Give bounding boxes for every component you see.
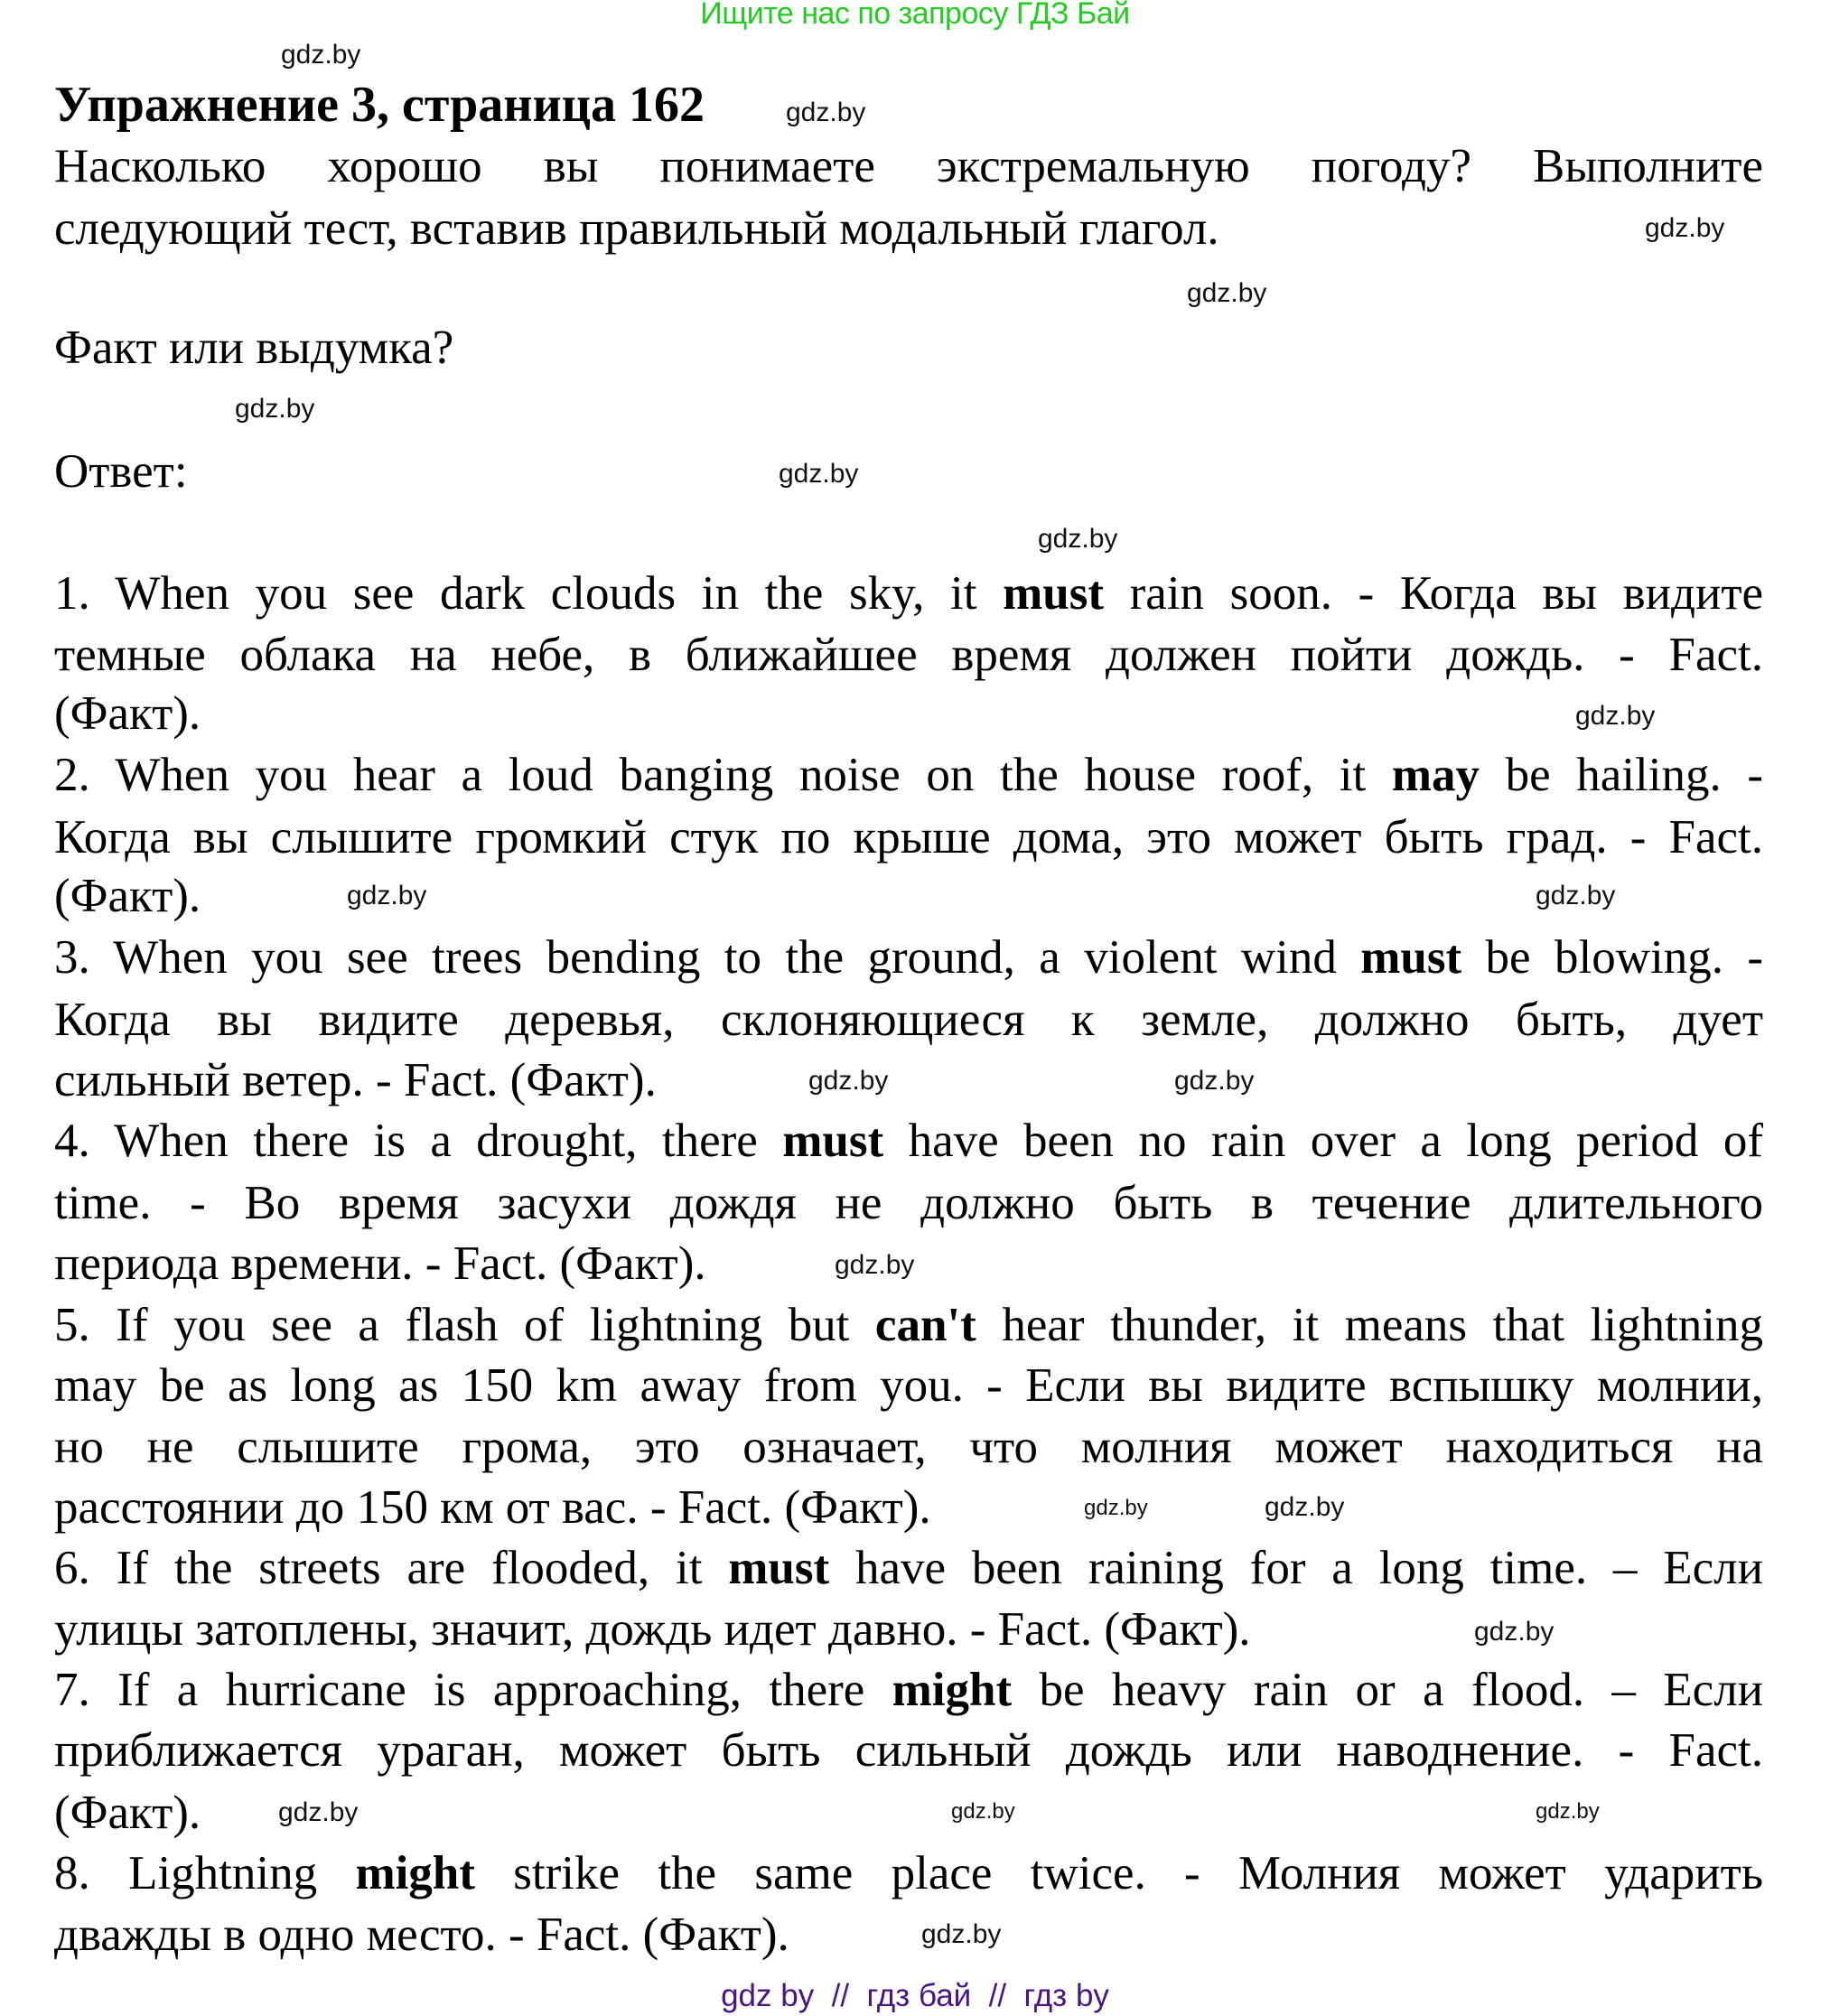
text-segment: следующий тест, вставив правильный модальный глагол. bbox=[54, 202, 1219, 255]
text-line bbox=[54, 200, 1763, 257]
text-segment: rain soon. - Когда вы видите bbox=[1104, 567, 1763, 620]
text-line bbox=[54, 1661, 1763, 1719]
text-line bbox=[54, 929, 1763, 986]
watermark: gdz.by bbox=[1536, 881, 1616, 910]
text-segment: strike the same place twice. - Молния может ударить bbox=[474, 1847, 1763, 1899]
text-line bbox=[54, 1357, 1763, 1414]
modal-verb: must bbox=[728, 1542, 830, 1594]
text-segment: сильный ветер. - Fact. (Факт). bbox=[54, 1054, 657, 1106]
text-segment: но не слышите грома, это означает, что молния может находиться на bbox=[54, 1421, 1763, 1473]
text-line bbox=[54, 808, 1763, 866]
text-line bbox=[54, 1174, 1763, 1232]
text-segment: 6. If the streets are flooded, it bbox=[54, 1542, 729, 1594]
text-segment: (Факт). bbox=[54, 1787, 201, 1839]
text-line bbox=[54, 685, 1763, 742]
text-segment: приближается ураган, может быть сильный дождь или наводнение. - Fact. bbox=[54, 1724, 1763, 1777]
text-segment: Когда вы видите деревья, склоняющиеся к земле, должно быть, дует bbox=[54, 994, 1763, 1046]
watermark: gdz.by bbox=[808, 1066, 889, 1096]
text-segment: be hailing. - bbox=[1480, 749, 1763, 801]
text-segment: 8. Lightning bbox=[54, 1847, 356, 1899]
text-segment: have been no rain over a long period of bbox=[883, 1115, 1763, 1167]
text-segment: be heavy rain or a flood. – Если bbox=[1012, 1664, 1763, 1716]
text-segment: темные облака на небе, в ближайшее время должен пойти дождь. - Fact. bbox=[54, 629, 1763, 681]
watermark: gdz.by bbox=[1575, 701, 1656, 731]
watermark: gdz.by bbox=[1038, 524, 1118, 554]
watermark: gdz.by bbox=[951, 1799, 1015, 1824]
text-line bbox=[54, 1539, 1763, 1597]
text-line bbox=[54, 1112, 1763, 1170]
text-segment: hear thunder, it means that lightning bbox=[976, 1299, 1763, 1351]
text-segment: периода времени. - Fact. (Факт). bbox=[54, 1237, 706, 1290]
text-line bbox=[54, 746, 1763, 804]
search-banner: Ищите нас по запросу ГДЗ Бай bbox=[700, 0, 1130, 31]
watermark: gdz.by bbox=[281, 40, 361, 70]
modal-verb: might bbox=[892, 1664, 1013, 1716]
text-line bbox=[54, 1418, 1763, 1476]
text-line bbox=[54, 1479, 1763, 1536]
text-line bbox=[54, 137, 1763, 195]
watermark: gdz.by bbox=[1265, 1492, 1345, 1522]
text-segment: Факт или выдумка? bbox=[54, 322, 454, 374]
watermark: gdz.by bbox=[347, 881, 427, 910]
text-segment: 7. If a hurricane is approaching, there bbox=[54, 1664, 892, 1716]
text-segment: Ответ: bbox=[54, 445, 188, 498]
text-line bbox=[54, 1722, 1763, 1779]
watermark: gdz.by bbox=[1174, 1066, 1255, 1096]
text-segment: 1. When you see dark clouds in the sky, it bbox=[54, 567, 1004, 620]
text-segment: Насколько хорошо вы понимаете экстремальную погоду? Выполните bbox=[54, 140, 1763, 192]
watermark: gdz.by bbox=[921, 1919, 1002, 1949]
text-segment: улицы затоплены, значит, дождь идет давно. - Fact. (Факт). bbox=[54, 1603, 1251, 1656]
text-segment: 4. When there is a drought, there bbox=[54, 1115, 783, 1167]
text-segment: time. - Во время засухи дождя не должно быть в течение длительного bbox=[54, 1177, 1763, 1229]
text-segment: Когда вы слышите громкий стук по крыше дома, это может быть град. - Fact. bbox=[54, 811, 1763, 863]
page-title: Упражнение 3, страница 162 bbox=[54, 77, 705, 133]
modal-verb: might bbox=[355, 1847, 475, 1899]
watermark: gdz.by bbox=[1474, 1617, 1555, 1647]
text-segment: may be as long as 150 km away from you. - Если вы видите вспышку молнии, bbox=[54, 1359, 1763, 1412]
modal-verb: must bbox=[782, 1115, 884, 1167]
text-line bbox=[54, 991, 1763, 1049]
watermark: gdz.by bbox=[1187, 278, 1267, 308]
text-line bbox=[54, 1906, 1763, 1964]
modal-verb: may bbox=[1391, 749, 1480, 801]
text-segment: 5. If you see a flash of lightning but bbox=[54, 1299, 875, 1351]
text-segment: 3. When you see trees bending to the ground, a violent wind bbox=[54, 931, 1361, 984]
text-line bbox=[54, 1296, 1763, 1354]
text-line bbox=[54, 565, 1763, 622]
watermark: gdz.by bbox=[1536, 1799, 1600, 1824]
watermark: gdz.by bbox=[1645, 213, 1725, 243]
text-line bbox=[54, 1051, 1763, 1109]
text-line bbox=[54, 443, 1763, 500]
watermark: gdz.by bbox=[278, 1797, 359, 1827]
text-segment: дважды в одно место. - Fact. (Факт). bbox=[54, 1909, 789, 1961]
text-line bbox=[54, 867, 1763, 925]
text-segment: 2. When you hear a loud banging noise on the house roof, it bbox=[54, 749, 1392, 801]
text-line bbox=[54, 626, 1763, 684]
text-line bbox=[54, 319, 1763, 377]
text-segment: расстоянии до 150 км от вас. - Fact. (Факт). bbox=[54, 1481, 931, 1534]
watermark: gdz.by bbox=[835, 1250, 915, 1280]
modal-verb: must bbox=[1003, 567, 1105, 620]
watermark: gdz.by bbox=[786, 98, 866, 127]
modal-verb: must bbox=[1360, 931, 1462, 984]
text-segment: have been raining for a long time. – Если bbox=[829, 1542, 1763, 1594]
modal-verb: can't bbox=[874, 1299, 976, 1351]
text-segment: be blowing. - bbox=[1461, 931, 1763, 984]
watermark: gdz.by bbox=[1084, 1496, 1148, 1520]
text-segment: (Факт). bbox=[54, 870, 201, 922]
footer-links: gdz by // гдз бай // гдз by bbox=[721, 1978, 1109, 2013]
watermark: gdz.by bbox=[779, 459, 859, 489]
text-segment: (Факт). bbox=[54, 687, 201, 740]
text-line bbox=[54, 1844, 1763, 1902]
watermark: gdz.by bbox=[235, 394, 315, 424]
